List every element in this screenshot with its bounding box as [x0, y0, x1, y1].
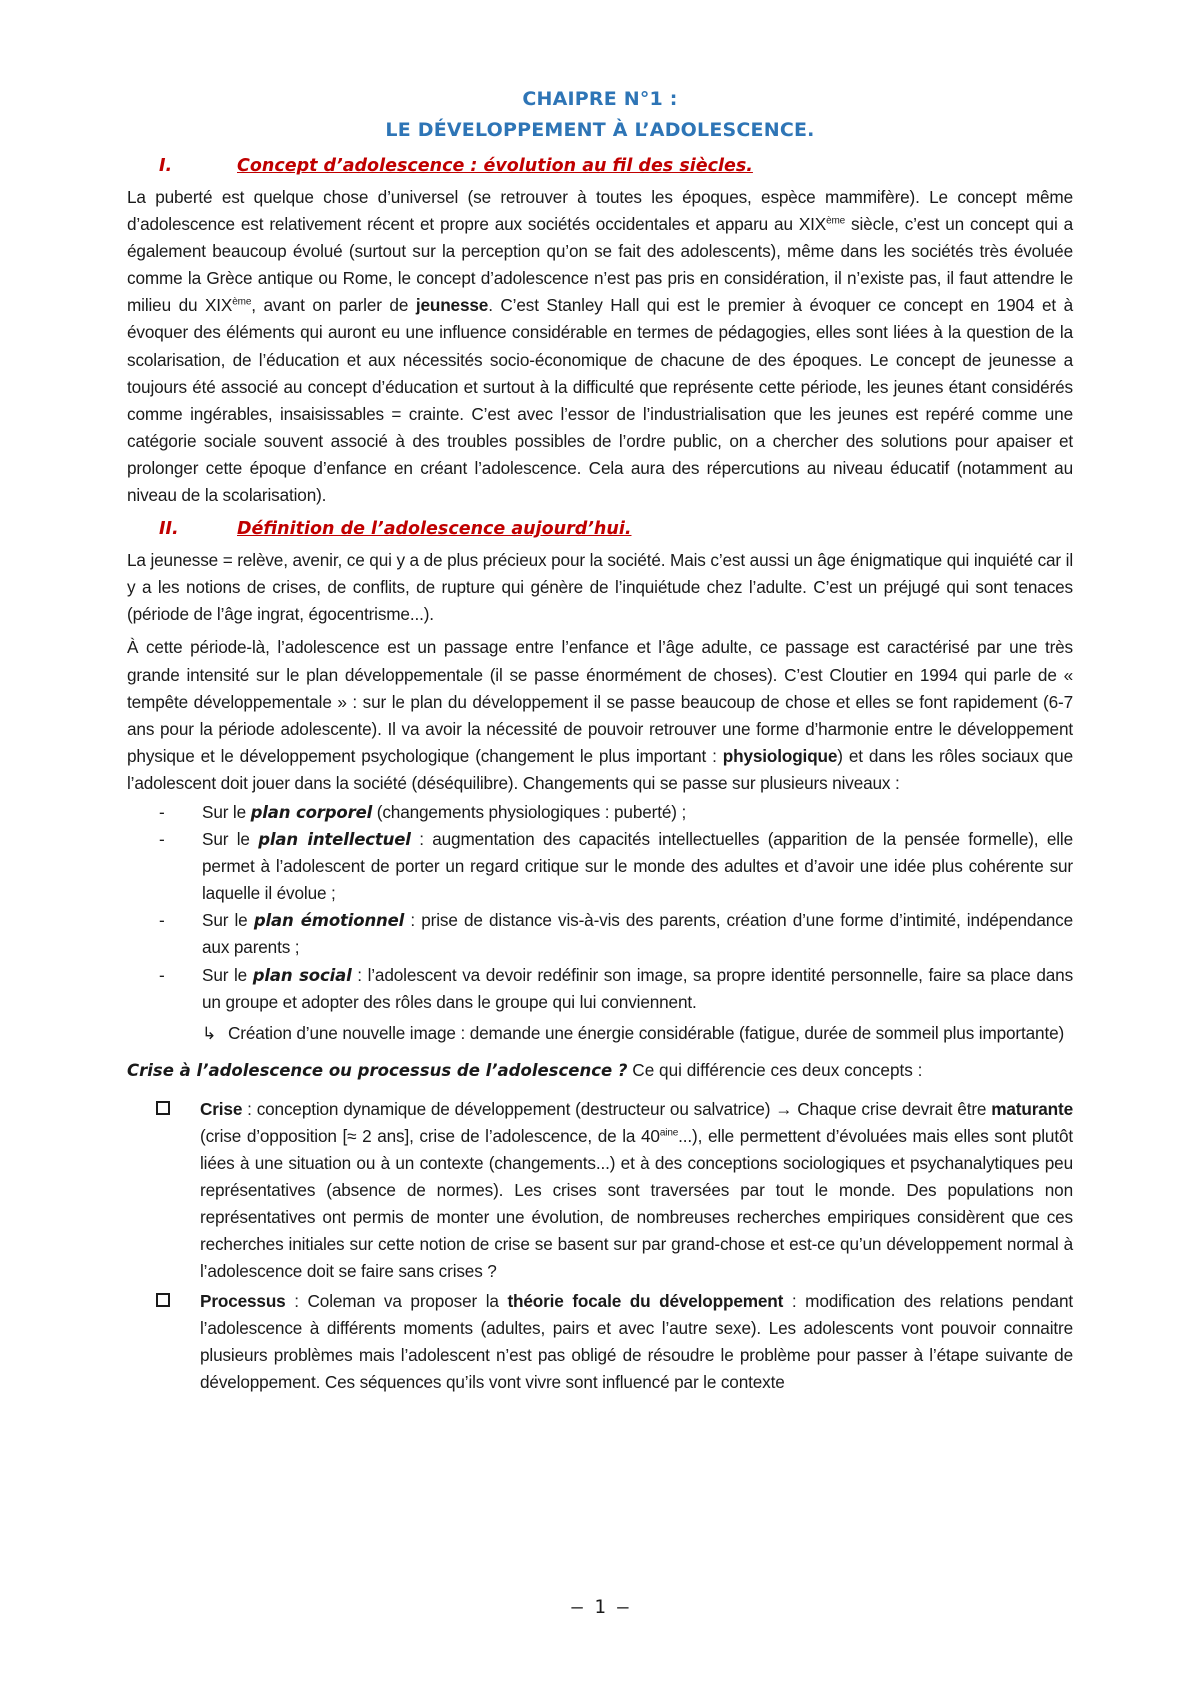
key-term: plan corporel — [250, 802, 373, 822]
text-run: Sur le — [202, 801, 251, 822]
text-run: À cette période-là, l’adolescence est un passage entre l’enfance et l’âge adulte, ce passage est caractérisé par une très grande intensité sur le plan développementale (il se passe énormément de choses). C’est Cloutier en 1994 qui parle de « tempête développementale » : sur le plan du développement il se passe beaucoup de chose et elles se font rapidement (6-7 ans pour la période adolescente). Il va avoir la nécessité de pouvoir retrouver une forme d’harmonie entre le développement physique et le développement psychologique (changement le plus important : — [127, 637, 1073, 766]
section-2-title: Définition de l’adolescence aujourd’hui. — [237, 519, 632, 540]
list-item-crise — [127, 1096, 1073, 1286]
text-run: ) et dans les rôles sociaux que l’adolescent doit jouer dans la société (déséquilibre). Changements qui se passe sur plusieurs niveaux : — [127, 745, 1073, 793]
text-run: ...), elle permettent d’évoluées mais elles sont plutôt liées à une situation ou à un contexte (changements...) et à des conceptions sociologiques et psychanalytiques peu représentatives (absence de normes). Les crises sont traversées par tout le monde. Des populations non représentatives ont permis de monter une évolution, de nombreuses recherches empiriques considèrent que ces recherches initiales sur cette notion de crise se basent sur par grand-chose et est-ce qu’un développement normal à l’adolescence doit se faire sans crises ? — [200, 1126, 1073, 1282]
bold-term: théorie focale du développement — [507, 1290, 784, 1311]
text-run: La puberté est quelque chose d’universel (se retrouver à toutes les époques, espèce mammifère). Le concept même d’adolescence est relativement récent et propre aux sociétés occidentales et apparu au XIX — [127, 187, 1073, 235]
list-item — [127, 826, 1073, 907]
text-run: (changements physiologiques : puberté) ; — [372, 801, 687, 822]
key-term: plan intellectuel — [258, 830, 411, 850]
text-run: Ce qui différencie ces deux concepts : — [627, 1059, 923, 1080]
concept-label: Crise — [200, 1098, 243, 1119]
section-1-heading — [127, 152, 1073, 180]
section-2-number: II. — [159, 519, 179, 540]
text-run: : Coleman va proposer la — [285, 1290, 508, 1311]
question-heading: Crise à l’adolescence ou processus de l’adolescence ? — [127, 1060, 628, 1080]
superscript: ème — [826, 215, 846, 227]
section-1-number: I. — [159, 156, 173, 176]
sub-list-item — [127, 1020, 1073, 1047]
dash-marker: - — [159, 801, 165, 822]
checkbox-icon — [156, 1293, 170, 1307]
superscript: ème — [232, 296, 252, 308]
text-run: Création d’une nouvelle image : demande une énergie considérable (fatigue, durée de sommeil plus importante) — [228, 1022, 1065, 1043]
page-number: – 1 – — [571, 1596, 629, 1618]
bold-term: physiologique — [722, 745, 838, 766]
text-run: Sur le — [202, 964, 253, 985]
key-term: plan émotionnel — [253, 911, 405, 931]
section-2-paragraph-1: La jeunesse = relève, avenir, ce qui y a de plus précieux pour la société. Mais c’est aussi un âge énigmatique qui inquiété car il y a les notions de crises, de conflits, de rupture qui génère de l’inquiétude chez l’adulte. C’est un préjugé qui sont tenaces (période de l’âge ingrat, égocentrisme...). — [127, 550, 1073, 625]
dash-marker: - — [159, 964, 165, 985]
question-line — [127, 1057, 1073, 1084]
text-run: siècle, c’est un concept qui a également beaucoup évolué (surtout sur la perception qu’on se fait des adolescents), même dans les sociétés très évoluée comme la Grèce antique ou Rome, le concept d’adolescence n’est pas pris en considération, il n’existe pas, il faut attendre le milieu du XIX — [127, 214, 1073, 316]
text-run: : conception dynamique de développement (destructeur ou salvatrice) → Chaque crise devrait être — [242, 1098, 992, 1119]
text-run: . C’est Stanley Hall qui est le premier à évoquer ce concept en 1904 et à évoquer des éléments qui auront eu une influence considérable en termes de pédagogies, elles sont liées à la question de la scolarisation, de l’éducation et aux nécessités socio-économique de chacune de des époques. Le concept de jeunesse a toujours été associé au concept d’éducation et surtout à la difficulté que représente cette période, les jeunes étant considérés comme ingérables, insaisissables = crainte. C’est avec l’essor de l’industrialisation que les jeunes est repéré comme une catégorie sociale souvent associé à des troubles possibles de l’ordre public, on a chercher des solutions pour apaiser et prolonger cette époque d’enfance en créant l’adolescence. Cela aura des répercutions au niveau éducatif (notamment au niveau de la scolarisation). — [127, 295, 1073, 506]
section-2-paragraph-2 — [127, 634, 1073, 797]
page-content — [127, 84, 1073, 1398]
text-run: : modification des relations pendant l’adolescence à différents moments (adultes, pairs et avec l’autre sexe). Les adolescents vont pouvoir connaitre plusieurs problèmes mais l’adolescent n’est pas obligé de résoudre le problème pour passer à l’étape suivante de développement. Ces séquences qu’ils vont vivre sont influencé par le contexte — [200, 1290, 1073, 1392]
text-run: Sur le — [202, 910, 254, 931]
text-run: : l’adolescent va devoir redéfinir son image, sa propre identité personnelle, faire sa place dans un groupe et adopter des rôles dans le groupe qui lui conviennent. — [202, 964, 1074, 1012]
arrow-icon: ↳ — [202, 1022, 217, 1043]
dash-marker: - — [159, 910, 165, 931]
text-run: : prise de distance vis-à-vis des parents, création d’une forme d’intimité, indépendance aux parents ; — [202, 910, 1073, 958]
chapter-title — [127, 84, 1073, 146]
checkbox-icon — [156, 1101, 170, 1115]
list-item — [127, 907, 1073, 961]
bold-term: jeunesse — [415, 295, 489, 316]
section-1-paragraph — [127, 184, 1073, 509]
concept-label: Processus — [200, 1290, 286, 1311]
section-1-title: Concept d’adolescence : évolution au fil des siècles. — [237, 156, 753, 176]
list-item — [127, 962, 1073, 1016]
text-run: (crise d’opposition [≈ 2 ans], crise de l’adolescence, de la 40 — [200, 1126, 660, 1146]
concepts-list — [127, 1096, 1073, 1396]
text-run: , avant on parler de — [251, 295, 416, 316]
list-item-processus — [127, 1288, 1073, 1396]
dash-marker: - — [159, 829, 165, 850]
list-item — [127, 799, 1073, 826]
chapter-title-line2: LE DÉVELOPPEMENT À L’ADOLESCENCE. — [385, 119, 815, 141]
bold-term: maturante — [991, 1098, 1073, 1119]
text-run: Sur le — [202, 829, 259, 850]
superscript: aine — [659, 1127, 679, 1139]
key-term: plan social — [252, 965, 352, 985]
section-2-heading — [127, 515, 1073, 543]
chapter-title-line1: CHAIPRE N°1 : — [522, 88, 678, 110]
levels-list — [127, 799, 1073, 1016]
text-run: : augmentation des capacités intellectuelles (apparition de la pensée formelle), elle permet à l’adolescent de porter un regard critique sur le monde des adultes et d’avoir une idée plus cohérente sur laquelle il évolue ; — [202, 829, 1073, 904]
